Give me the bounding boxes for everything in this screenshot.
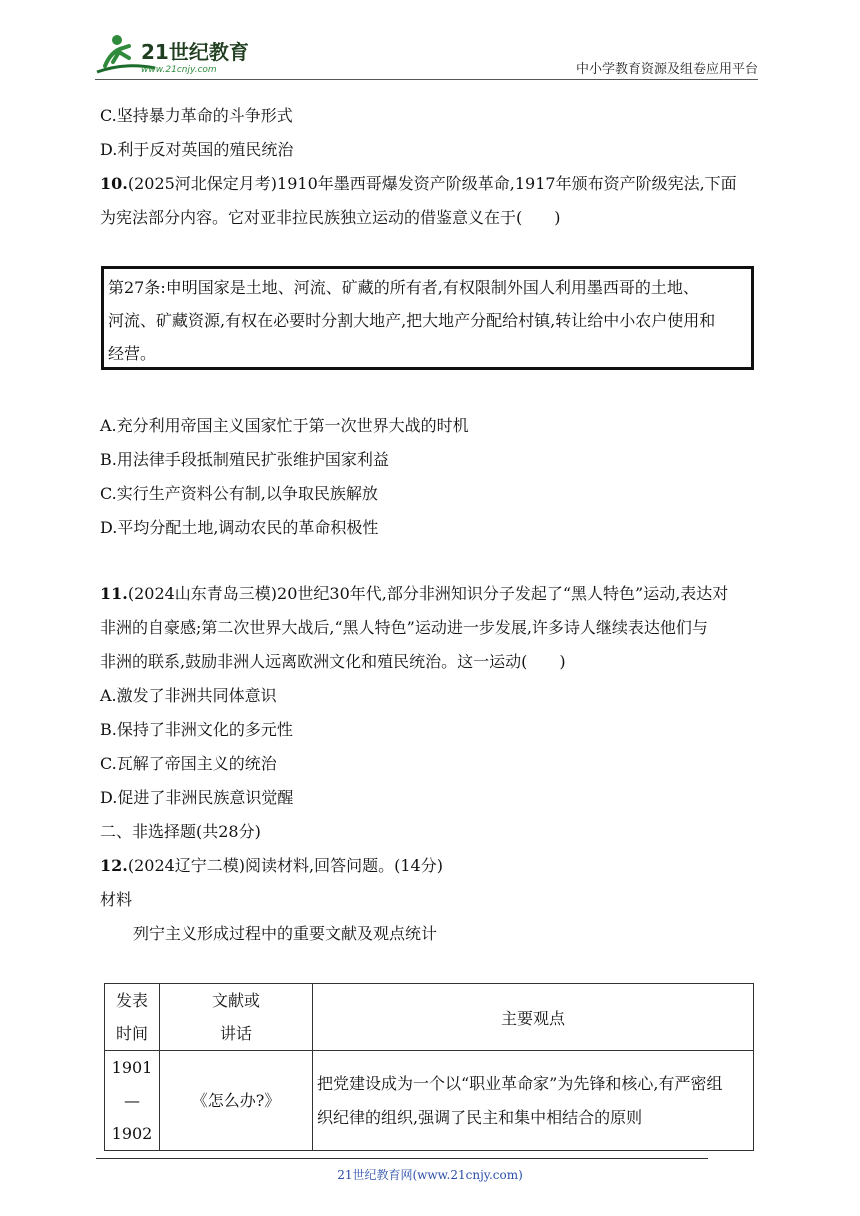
q11-stem-line3: 非洲的联系,鼓励非洲人远离欧洲文化和殖民统治。这一运动( ) [100, 652, 566, 671]
row1-viewpoint-line2: 织纪律的组织,强调了民主和集中相结合的原则 [317, 1107, 643, 1127]
q10-number: 10. [100, 174, 128, 193]
lenin-documents-table [104, 983, 754, 1151]
q11-stem-text1: (2024山东青岛三模)20世纪30年代,部分非洲知识分子发起了“黑人特色”运动,表达对 [127, 584, 729, 603]
q12-stem-text: (2024辽宁二模)阅读材料,回答问题。(14分) [127, 856, 443, 875]
prev-option-d: D.利于反对英国的殖民统治 [100, 140, 294, 159]
q10-stem-text1: (2025河北保定月考)1910年墨西哥爆发资产阶级革命,1917年颁布资产阶级宪法,下面 [127, 174, 737, 193]
prev-option-c: C.坚持暴力革命的斗争形式 [100, 106, 293, 125]
q11-option-b: B.保持了非洲文化的多元性 [100, 720, 293, 739]
q12-number: 12. [100, 856, 128, 875]
header-document-line1: 文献或 [211, 991, 260, 1010]
q10-option-d: D.平均分配土地,调动农民的革命积极性 [100, 518, 379, 537]
row1-viewpoint [313, 1051, 754, 1151]
q11-option-d: D.促进了非洲民族意识觉醒 [100, 788, 294, 807]
q10-option-b: B.用法律手段抵制殖民扩张维护国家利益 [100, 450, 389, 469]
q10-stem-line1 [100, 174, 737, 194]
header-document-line2: 讲话 [219, 1024, 252, 1043]
row1-viewpoint-line1: 把党建设成为一个以“职业革命家”为先锋和核心,有严密组 [317, 1073, 723, 1093]
header-platform-name: 中小学教育资源及组卷应用平台 [575, 62, 758, 77]
q12-material-label: 材料 [100, 890, 133, 909]
row1-date [105, 1051, 160, 1151]
header-date-line2: 时间 [115, 1024, 148, 1043]
q11-stem-line1 [100, 584, 728, 604]
header-document [160, 984, 313, 1051]
q10-material-box [101, 266, 754, 370]
section2-title: 二、非选择题(共28分) [100, 822, 261, 841]
logo-title: 21世纪教育 [141, 40, 249, 64]
row1-date-line1: 1901— [111, 1058, 153, 1110]
logo-url: www.21cnjy.com [141, 65, 217, 75]
q11-option-c: C.瓦解了帝国主义的统治 [100, 754, 277, 773]
q10-option-a: A.充分利用帝国主义国家忙于第一次世界大战的时机 [100, 416, 469, 435]
table-header-row [105, 984, 754, 1051]
page-header [95, 32, 758, 80]
q12-stem [100, 856, 443, 876]
footer-divider [96, 1158, 708, 1159]
q11-stem-line2: 非洲的自豪感;第二次世界大战后,“黑人特色”运动进一步发展,许多诗人继续表达他们与 [100, 618, 708, 637]
q10-material-line1: 第27条:申明国家是土地、河流、矿藏的所有者,有权限制外国人利用墨西哥的土地、 [108, 278, 699, 297]
header-date-line1: 发表 [115, 991, 148, 1010]
row1-document: 《怎么办?》 [160, 1051, 313, 1151]
q10-material-line2: 河流、矿藏资源,有权在必要时分割大地产,把大地产分配给村镇,转让给中小农户使用和 [108, 311, 716, 330]
logo-21cnjy [95, 32, 265, 76]
row1-date-line2: 1902 [111, 1124, 153, 1143]
table-row [105, 1051, 754, 1151]
header-main-viewpoint: 主要观点 [313, 984, 754, 1051]
q11-option-a: A.激发了非洲共同体意识 [100, 686, 277, 705]
q11-number: 11. [100, 584, 128, 603]
q10-option-c: C.实行生产资料公有制,以争取民族解放 [100, 484, 378, 503]
q10-stem-line2: 为宪法部分内容。它对亚非拉民族独立运动的借鉴意义在于( ) [100, 208, 561, 227]
header-date [105, 984, 160, 1051]
q10-material-line3: 经营。 [108, 344, 157, 363]
footer-link[interactable]: 21世纪教育网(www.21cnjy.com) [337, 1168, 523, 1182]
header-divider [95, 79, 758, 80]
q12-table-title: 列宁主义形成过程中的重要文献及观点统计 [133, 924, 438, 943]
